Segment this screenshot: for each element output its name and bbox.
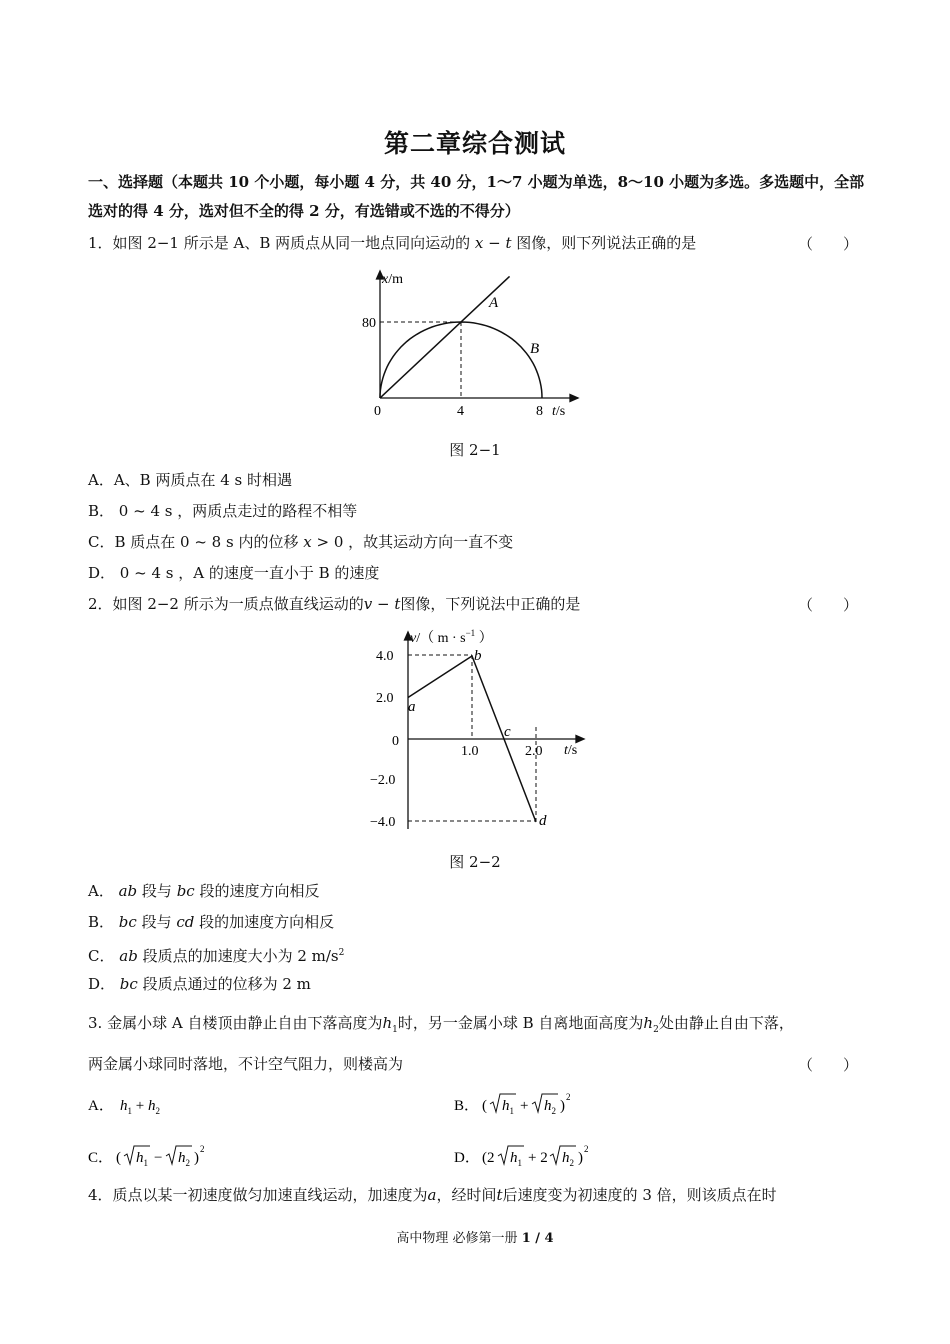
q3-h1: h (382, 1014, 393, 1032)
point-a-label: a (408, 699, 416, 715)
figure-2-1 (358, 265, 590, 425)
q2-b-t2: 段的加速度方向相反 (194, 913, 335, 931)
q2-number: 2． (88, 595, 113, 613)
tick-t-2: 2.0 (525, 744, 543, 759)
tick-x-8: 8 (536, 404, 543, 419)
q2-c-t1: 段质点的加速度大小为 2 m/s (137, 947, 339, 965)
footer-text: 高中物理 必修第一册 (396, 1231, 518, 1246)
label-b: B (530, 341, 540, 357)
q3-h1-sub: 1 (392, 1025, 398, 1035)
q2-option-d: D． bc 段质点通过的位移为 2 m (88, 975, 311, 993)
q3-line2: 两金属小球同时落地，不计空气阻力，则楼高为 (88, 1055, 404, 1073)
q2-stem-a: 如图 2−2 所示为一质点做直线运动的 (112, 595, 364, 613)
label-a: A (489, 295, 499, 311)
q1-stem-a: 如图 2−1 所示是 A、B 两质点从同一地点同向运动的 (112, 234, 471, 252)
q1-answer-paren: （ ） (798, 235, 859, 253)
q2-a-t2: 段的速度方向相反 (194, 882, 320, 900)
svg-text:−: − (154, 1150, 163, 1166)
q3-h2-sub: 2 (653, 1025, 659, 1035)
q3-option-b (454, 1090, 754, 1122)
q1-option-c (88, 532, 513, 552)
q4-text-c: 后速度变为初速度的 3 倍，则该质点在时 (502, 1186, 777, 1204)
q4-stem (88, 1185, 777, 1205)
q2-b-v1: bc (118, 913, 137, 931)
x-axis-label: t/s (552, 404, 566, 419)
q2-b-v2: cd (176, 913, 195, 931)
q3-h2: h (643, 1014, 654, 1032)
q2-a-t1: 段与 (137, 882, 177, 900)
tick-origin: 0 (374, 404, 381, 419)
svg-text:): ) (560, 1098, 565, 1114)
point-b-label: b (474, 648, 482, 664)
q1-option-d: D． 0 ~ 4 s ，A 的速度一直小于 B 的速度 (88, 564, 380, 582)
tick-v-2: 2.0 (376, 691, 394, 706)
q2-stem (88, 594, 580, 614)
q1-option-b: B． 0 ~ 4 s ，两质点走过的路程不相等 (88, 502, 358, 520)
svg-text:h2: $h_2$ (544, 1098, 556, 1116)
q2-c-sup: 2 (338, 948, 345, 958)
q2-option-b: B． bc 段与 cd 段的加速度方向相反 (88, 913, 335, 931)
tick-v-0: 0 (392, 734, 399, 749)
q2-d-t1: 段质点通过的位移为 2 m (137, 975, 311, 993)
q1-option-c-pre: C．B 质点在 0 ~ 8 s 内的位移 (88, 533, 299, 551)
figure-caption-2-1: 图 2−1 (449, 441, 501, 459)
axes (377, 271, 579, 402)
svg-text:2: 2 (566, 1092, 571, 1102)
tick-v-minus4: −4.0 (370, 815, 396, 830)
point-c-label: c (504, 724, 511, 740)
point-d-label: d (539, 813, 547, 829)
q1-stem (88, 233, 696, 253)
q4-text-b: ，经时间 (436, 1186, 497, 1204)
q2-option-c: C． ab 段质点的加速度大小为 2 $m/s^2$ (88, 947, 345, 965)
q3-answer-paren: （ ） (798, 1056, 859, 1074)
q1-option-c-post: > 0 ，故其运动方向一直不变 (311, 533, 514, 551)
svg-text:+: + (520, 1098, 529, 1114)
q3-line1-a: 3. 金属小球 A 自楼顶由静止自由下落高度为 (88, 1014, 383, 1032)
q3-b-formula (482, 1092, 571, 1116)
svg-text:h2: $h_2$ (178, 1150, 190, 1168)
svg-text:(: ( (482, 1098, 487, 1114)
tick-x-4: 4 (457, 404, 464, 419)
q3-c-label: C． (88, 1150, 114, 1166)
q2-stem-var: v − t (363, 595, 401, 613)
v-axis-label: v/（ $m \cdot s^{-1}$ ） (410, 628, 493, 646)
svg-text:h2: $h_2$ (562, 1150, 574, 1168)
q1-stem-var: x − t (474, 234, 512, 252)
q2-option-a: A． ab 段与 bc 段的速度方向相反 (88, 882, 320, 900)
svg-text:): ) (194, 1150, 199, 1166)
y-axis-label: x/m (382, 272, 403, 287)
page-footer (0, 1227, 950, 1246)
q3-line1 (88, 1013, 794, 1040)
svg-text:(: ( (116, 1150, 121, 1166)
q2-b-t1: 段与 (136, 913, 177, 931)
q2-a-v1: ab (118, 882, 138, 900)
q4-var-t: t (496, 1186, 503, 1204)
q3-option-a (88, 1090, 388, 1120)
q3-b-label: B． (454, 1098, 480, 1114)
tick-y-80: 80 (362, 316, 376, 331)
q3-line1-c: 处由静止自由下落， (658, 1014, 794, 1032)
q2-d-v1: bc (119, 975, 138, 993)
q3-d-label: D． (454, 1150, 480, 1166)
q3-a-label: A． (88, 1098, 114, 1114)
axes (405, 632, 585, 829)
tick-v-4: 4.0 (376, 649, 394, 664)
q3-option-d (454, 1142, 754, 1174)
page-title: 第二章综合测试 (383, 129, 566, 158)
q1-option-a: A．A、B 两质点在 4 s 时相遇 (88, 471, 293, 489)
q4-var-a: a (427, 1186, 437, 1204)
figure-caption-2-2: 图 2−2 (449, 853, 501, 871)
q3-option-c (88, 1142, 388, 1174)
q3-d-formula (482, 1144, 589, 1168)
q3-a-formula: $h_1 + h_2$ (120, 1098, 160, 1116)
t-axis-label: t/s (564, 743, 578, 758)
q3-c-formula (116, 1144, 205, 1168)
svg-text:2: 2 (584, 1144, 589, 1154)
svg-text:h1: $h_1$ (510, 1150, 522, 1168)
tick-v-minus2: −2.0 (370, 773, 396, 788)
footer-page-number: 1 / 4 (521, 1231, 554, 1246)
q1-stem-b: 图像，则下列说法正确的是 (516, 234, 697, 252)
q1-number: 1． (88, 234, 113, 252)
q3-line1-b: 时，另一金属小球 B 自离地面高度为 (397, 1014, 644, 1032)
svg-text:h1: $h_1$ (136, 1150, 148, 1168)
svg-text:+ 2: + 2 (528, 1150, 548, 1166)
svg-text:2: 2 (200, 1144, 205, 1154)
svg-text:h1: $h_1$ (502, 1098, 514, 1116)
q2-c-v1: ab (119, 947, 138, 965)
tick-t-1: 1.0 (461, 744, 479, 759)
svg-text:(2: (2 (482, 1150, 495, 1166)
q2-answer-paren: （ ） (798, 596, 859, 614)
section-heading: 一、选择题（本题共 10 个小题，每小题 4 分，共 40 分，1～7 小题为单选，8～10 小题为多选。多选题中，全部选对的得 4 分，选对但不全的得 2 分，有选错或不选的不得分） (88, 173, 865, 220)
t-axis-arrow (576, 736, 584, 743)
q2-a-v2: bc (176, 882, 195, 900)
figure-2-2 (370, 624, 592, 834)
q2-stem-b: 图像，下列说法中正确的是 (400, 595, 581, 613)
x-axis-arrow (570, 395, 578, 402)
svg-text:): ) (578, 1150, 583, 1166)
q4-text-a: 4．质点以某一初速度做匀加速直线运动，加速度为 (88, 1186, 428, 1204)
q1-option-c-var: x (303, 533, 312, 551)
